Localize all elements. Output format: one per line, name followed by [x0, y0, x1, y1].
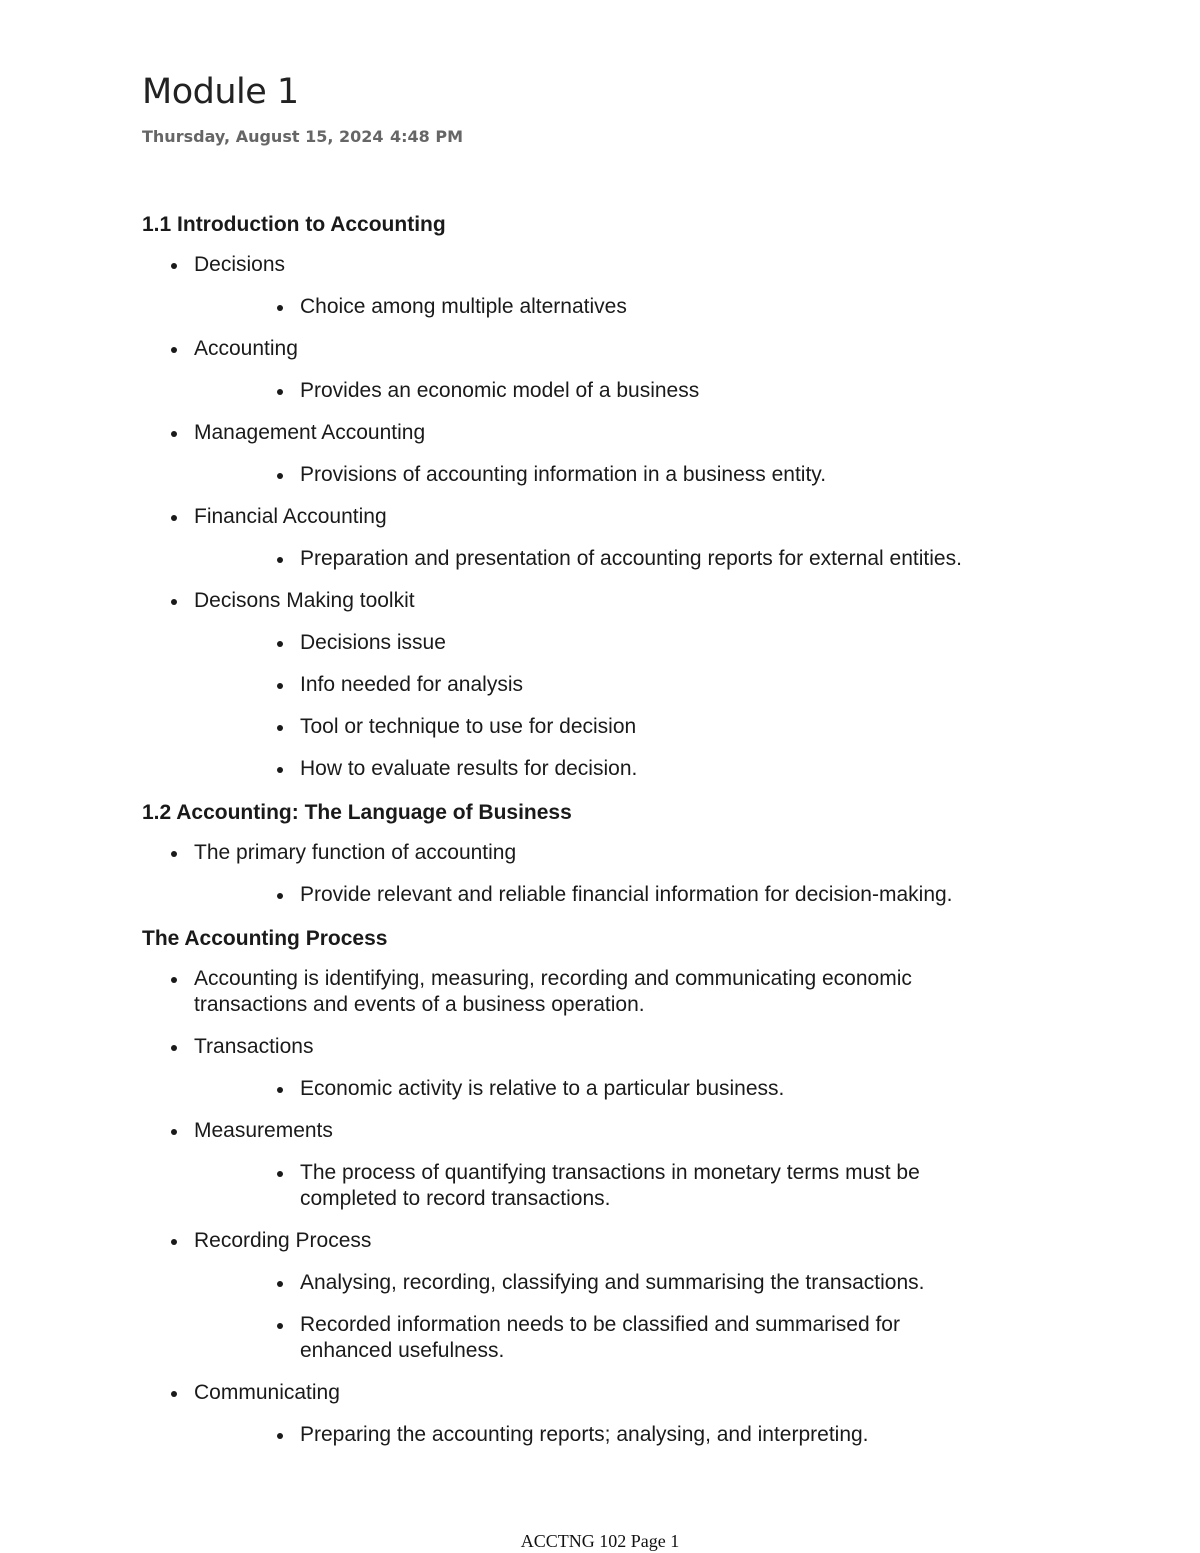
list-item-text: Preparation and presentation of accounting reports for external entities. — [300, 547, 962, 570]
list-item — [142, 588, 1142, 614]
bullet-list — [142, 840, 1142, 908]
bullet-icon — [277, 1323, 283, 1329]
list-item-text: Info needed for analysis — [300, 673, 523, 696]
list-item-text: Communicating — [194, 1381, 340, 1404]
list-item-text: Management Accounting — [194, 421, 426, 444]
list-item-text: Accounting is identifying, measuring, recording and communicating economic transactions and events of a business operation. — [194, 967, 912, 1016]
bullet-icon — [171, 1045, 177, 1051]
list-item — [142, 252, 1142, 278]
list-item-text: Financial Accounting — [194, 505, 387, 528]
bullet-icon — [171, 1391, 177, 1397]
list-item — [142, 1422, 1142, 1448]
page-title: Module 1 — [142, 72, 299, 112]
list-item — [142, 882, 1142, 908]
bullet-list — [142, 252, 1142, 782]
list-item — [142, 546, 1142, 572]
list-item-text: Accounting — [194, 337, 298, 360]
list-item — [142, 1380, 1142, 1406]
bullet-list — [142, 966, 1142, 1448]
list-item-text: Preparing the accounting reports; analysing, and interpreting. — [300, 1423, 869, 1446]
bullet-icon — [171, 1129, 177, 1135]
bullet-icon — [277, 641, 283, 647]
bullet-icon — [277, 1087, 283, 1093]
page-meta — [142, 127, 464, 146]
list-item — [142, 630, 1142, 656]
section-heading: 1.2 Accounting: The Language of Business — [142, 801, 572, 824]
list-item — [142, 756, 1142, 782]
list-item — [142, 714, 1142, 740]
bullet-icon — [171, 599, 177, 605]
section — [142, 924, 1142, 1448]
bullet-icon — [277, 893, 283, 899]
list-item-text: Decisons Making toolkit — [194, 589, 415, 612]
list-item-text: Recorded information needs to be classified and summarised for enhanced usefulness. — [300, 1313, 900, 1362]
list-item-text: Provides an economic model of a business — [300, 379, 700, 402]
list-item — [142, 966, 1142, 1018]
list-item-text: Decisions — [194, 253, 286, 276]
list-item-text: Tool or technique to use for decision — [300, 715, 637, 738]
list-item — [142, 1118, 1142, 1144]
list-item — [142, 1312, 1142, 1364]
bullet-icon — [277, 1281, 283, 1287]
bullet-icon — [171, 1239, 177, 1245]
list-item-text: Analysing, recording, classifying and summarising the transactions. — [300, 1271, 925, 1294]
note-content — [142, 210, 1142, 1464]
list-item — [142, 294, 1142, 320]
bullet-icon — [171, 347, 177, 353]
bullet-icon — [277, 1433, 283, 1439]
list-item — [142, 840, 1142, 866]
list-item — [142, 1270, 1142, 1296]
list-item — [142, 1228, 1142, 1254]
list-item-text: Economic activity is relative to a particular business. — [300, 1077, 785, 1100]
bullet-icon — [171, 431, 177, 437]
list-item-text: The process of quantifying transactions in monetary terms must be completed to record transactions. — [300, 1161, 920, 1210]
bullet-icon — [277, 473, 283, 479]
bullet-icon — [277, 767, 283, 773]
page-footer: ACCTNG 102 Page 1 — [520, 1531, 680, 1551]
bullet-icon — [277, 389, 283, 395]
list-item — [142, 672, 1142, 698]
section — [142, 798, 1142, 908]
list-item-text: Choice among multiple alternatives — [300, 295, 627, 318]
bullet-icon — [277, 1171, 283, 1177]
section — [142, 210, 1142, 782]
section-heading: The Accounting Process — [142, 927, 388, 950]
list-item — [142, 1034, 1142, 1060]
bullet-icon — [171, 263, 177, 269]
list-item-text: Measurements — [194, 1119, 333, 1142]
list-item-text: The primary function of accounting — [194, 841, 517, 864]
list-item-text: Provide relevant and reliable financial information for decision-making. — [300, 883, 953, 906]
list-item — [142, 378, 1142, 404]
bullet-icon — [171, 515, 177, 521]
list-item — [142, 504, 1142, 530]
list-item — [142, 420, 1142, 446]
list-item — [142, 1160, 1142, 1212]
list-item-text: Recording Process — [194, 1229, 372, 1252]
bullet-icon — [171, 977, 177, 983]
list-item-text: Provisions of accounting information in a business entity. — [300, 463, 827, 486]
bullet-icon — [277, 557, 283, 563]
list-item-text: Decisions issue — [300, 631, 446, 654]
bullet-icon — [277, 305, 283, 311]
list-item-text: Transactions — [194, 1035, 314, 1058]
list-item — [142, 336, 1142, 362]
list-item — [142, 1076, 1142, 1102]
section-heading: 1.1 Introduction to Accounting — [142, 213, 446, 236]
bullet-icon — [277, 683, 283, 689]
page-date: Thursday, August 15, 2024 — [142, 127, 384, 146]
page-time: 4:48 PM — [390, 127, 464, 146]
bullet-icon — [277, 725, 283, 731]
list-item — [142, 462, 1142, 488]
list-item-text: How to evaluate results for decision. — [300, 757, 638, 780]
bullet-icon — [171, 851, 177, 857]
